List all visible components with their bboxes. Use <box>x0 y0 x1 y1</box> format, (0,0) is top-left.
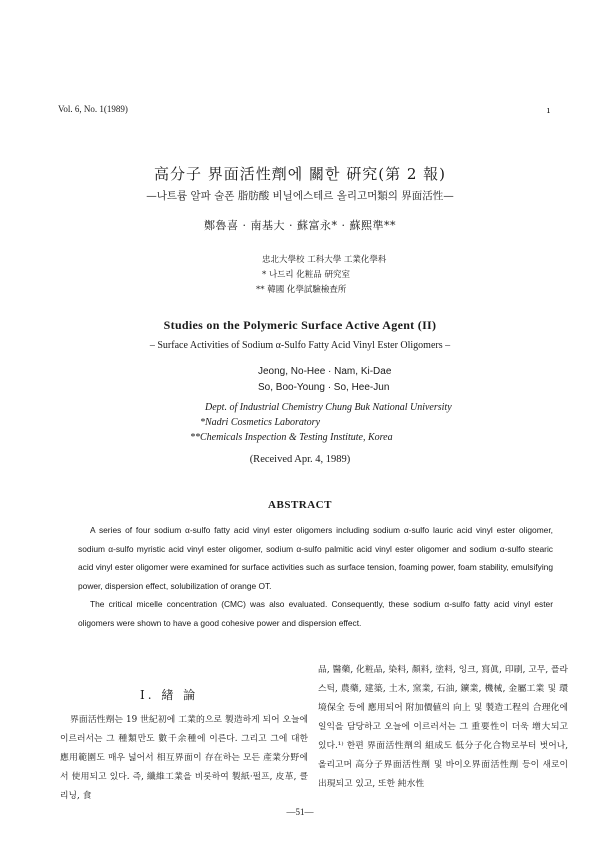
english-authors-line-1: Jeong, No-Hee · Nam, Ki-Dae <box>258 366 392 377</box>
english-affiliation-3: **Chemicals Inspection & Testing Institute, Korea <box>190 432 393 443</box>
page-corner-mark: ı <box>547 106 550 116</box>
section-heading: Ⅰ. 緖 論 <box>140 688 199 702</box>
body-left-text: 界面活性劑는 19 世紀初에 工業的으로 製造하게 되어 오늘에 이르러서는 그 種類만도 數千余種에 이른다. 그리고 그에 대한 應用範圍도 매우 넓어서 相互界面이 存在하는 모든 產業分野에서 使用되고 있다. 즉, 纖維工業을 비롯하여 製紙·펄프, 皮革, 클리닝, 食 <box>60 715 308 801</box>
received-date: (Received Apr. 4, 1989) <box>249 454 351 465</box>
abstract-paragraph-2: The critical micelle concentration (CMC) was also evaluated. Consequently, these sodium α-sulfo fatty acid vinyl ester oligomers were shown to have a good cohesive power and dispersion effect. <box>78 599 553 628</box>
korean-affiliation-1: 忠北大學校 工科大學 工業化學科 <box>262 255 387 265</box>
english-affiliation-2: *Nadri Cosmetics Laboratory <box>200 417 321 428</box>
body-column-right <box>318 661 568 794</box>
abstract-paragraph-1: A series of four sodium α-sulfo fatty acid vinyl ester oligomers including sodium α-sulfo lauric acid vinyl ester oligomer, sodium α-sulfo myristic acid vinyl ester oligomer, sodium α-sulfo palmitic acid vinyl ester oligomer and sodium α-sulfo stearic acid vinyl ester oligomer were examined for surface activities such as surface tension, foaming power, foam stability, emulsifying power, dispersion effect, solubilization of orange OT. <box>78 525 553 591</box>
korean-affiliation-2: * 나드리 化粧品 硏究室 <box>262 270 350 280</box>
english-affiliation-1: Dept. of Industrial Chemistry Chung Buk National University <box>205 402 452 413</box>
korean-authors: 鄭魯喜 · 南基大 · 蘇富永* · 蘇熙準** <box>204 219 396 232</box>
journal-reference: Vol. 6, No. 1(1989) <box>58 104 128 114</box>
english-title: Studies on the Polymeric Surface Active Agent (II) <box>163 318 437 332</box>
english-subtitle: – Surface Activities of Sodium α-Sulfo Fatty Acid Vinyl Ester Oligomers – <box>149 340 451 351</box>
body-right-text: 品, 醫藥, 化粧品, 染料, 顏料, 塗料, 잉크, 寫眞, 印刷, 고무, 플라스틱, 農藥, 建築, 土木, 窯業, 石油, 鑛業, 機械, 金屬工業 및 環境保全 등에 應用되어 附加價値의 向上 및 製造工程의 合理化에 일익을 담당하고 오늘에 이르러서는 그 重要性이 더욱 增大되고 있다.¹⁾ 한편 界面活性劑의 組成도 低分子化合物로부터 벗어나, 올리고머 高分子界面活性劑 및 바이오界面活性劑 등이 새로이 出現되고 있고, 또한 純水性 <box>318 665 568 789</box>
abstract-heading: ABSTRACT <box>268 499 332 511</box>
english-authors-line-2: So, Boo-Young · So, Hee-Jun <box>258 382 390 393</box>
korean-affiliation-3: ** 韓國 化學試驗檢査所 <box>256 285 347 295</box>
korean-subtitle: —나트륨 알파 술폰 脂肪酸 비닐에스테르 올리고머類의 界面活性— <box>146 190 454 202</box>
body-column-left <box>60 711 308 806</box>
abstract-body <box>78 521 553 632</box>
korean-title: 高分子 界面活性劑에 關한 硏究(第 2 報) <box>153 165 447 183</box>
page-number: —51— <box>286 807 314 817</box>
